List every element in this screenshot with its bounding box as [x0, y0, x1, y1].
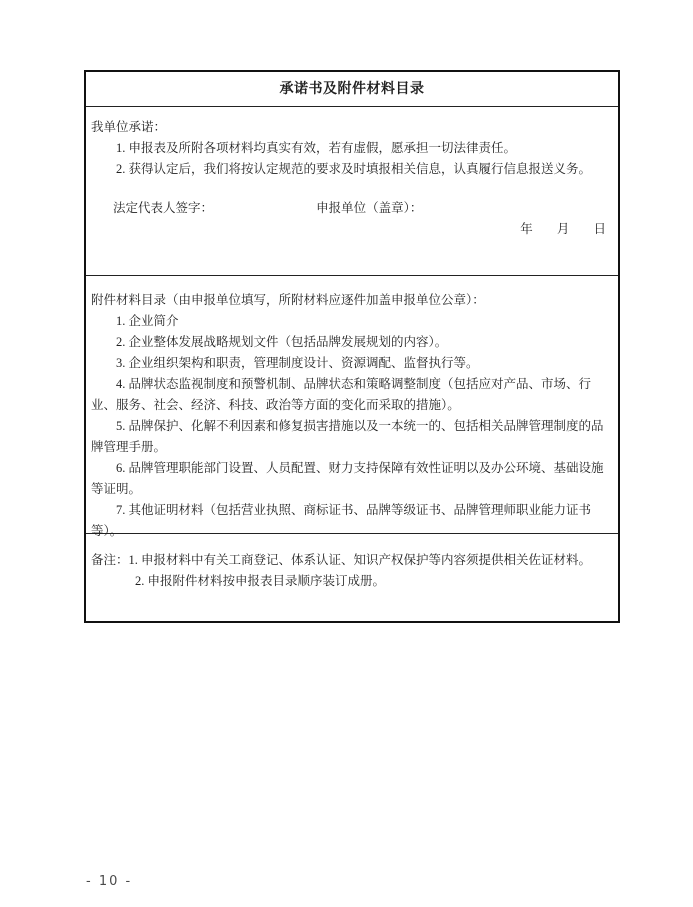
year-label: 年: [520, 222, 533, 236]
attachment-item-6: 6. 品牌管理职能部门设置、人员配置、财力支持保障有效性证明以及办公环境、基础设施等证明。: [91, 461, 604, 496]
form-title: 承诺书及附件材料目录: [279, 81, 425, 97]
form-title-row: [86, 72, 618, 107]
remark-item-1: 1. 申报材料中有关工商登记、体系认证、知识产权保护等内容须提供相关佐证材料。: [128, 553, 592, 567]
attachment-item-7: 7. 其他证明材料（包括营业执照、商标证书、品牌等级证书、品牌管理师职业能力证书等）。: [91, 503, 592, 538]
attachment-item-2: 2. 企业整体发展战略规划文件（包括品牌发展规划的内容）。: [116, 335, 448, 349]
applicant-unit-seal-label: 申报单位（盖章）：: [316, 201, 423, 215]
legal-representative-signature-label: 法定代表人签字：: [113, 201, 214, 215]
commitment-item-1: 1. 申报表及所附各项材料均真实有效，若有虚假，愿承担一切法律责任。: [116, 141, 517, 155]
remarks-section: [86, 534, 618, 621]
month-label: 月: [556, 222, 570, 236]
remark-line-1: [91, 550, 610, 571]
attachments-section: [86, 276, 618, 538]
remark-item-2: 2. 申报附件材料按申报表目录顺序装订成册。: [135, 574, 386, 588]
commitment-section: [86, 107, 618, 276]
spacer: [91, 180, 610, 198]
attachments-heading: 附件材料目录（由申报单位填写，所附材料应逐件加盖申报单位公章）：: [91, 293, 485, 307]
attachment-item-5: 5. 品牌保护、化解不利因素和修复损害措施以及一本统一的、包括相关品牌管理制度的品牌管理手册。: [91, 419, 604, 454]
commitment-intro: 我单位承诺：: [91, 120, 167, 134]
date-row: [91, 219, 610, 240]
commitment-form: [84, 70, 620, 623]
attachment-item-4: 4. 品牌状态监视制度和预警机制、品牌状态和策略调整制度（包括应对产品、市场、行业、服务、社会、经济、科技、政治等方面的变化而采取的措施）。: [91, 377, 592, 412]
signature-row: [91, 198, 610, 219]
commitment-item-2: 2. 获得认定后，我们将按认定规范的要求及时填报相关信息，认真履行信息报送义务。: [116, 162, 592, 176]
attachment-item-1: 1. 企业简介: [116, 314, 179, 328]
attachment-item-3: 3. 企业组织架构和职责，管理制度设计、资源调配、监督执行等。: [116, 356, 479, 370]
remarks-label: 备注：: [91, 553, 129, 567]
day-label: 日: [593, 222, 606, 236]
page-number: - 10 -: [86, 874, 133, 889]
